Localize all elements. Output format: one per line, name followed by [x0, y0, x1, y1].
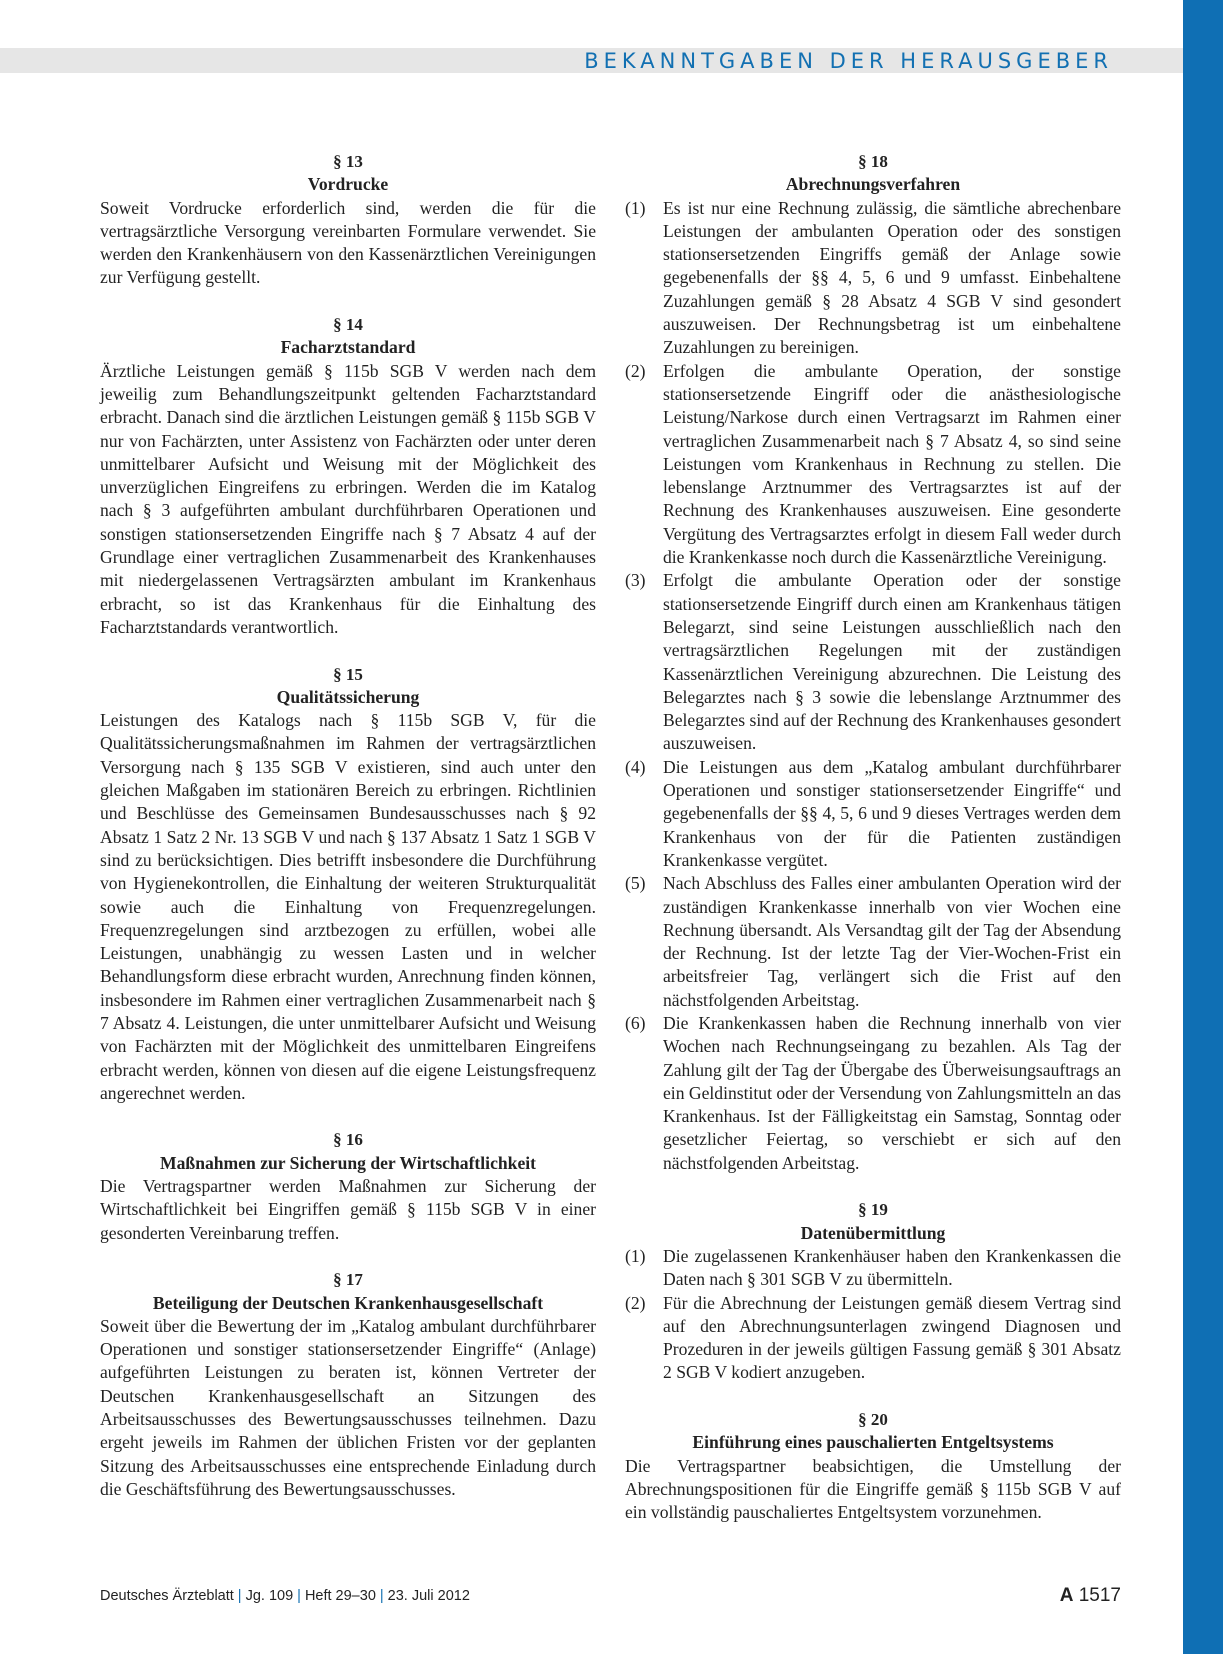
right-column — [625, 150, 1121, 1548]
section-title: Qualitätssicherung — [276, 686, 420, 707]
section-number: § 18 — [858, 152, 888, 171]
section-header-title: BEKANNTGABEN DER HERAUSGEBER — [584, 49, 1113, 73]
list-item — [625, 360, 1121, 570]
section-17 — [100, 1268, 596, 1501]
item-text: Nach Abschluss des Falles einer ambulanten Operation wird der zuständigen Krankenkasse innerhalb von vier Wochen eine Rechnung übersandt. Als Versandtag gilt der Tag der Absendung der Rechnung. Ist der letzte Tag der Vier-Wochen-Frist ein arbeitsfreier Tag, verlängert sich die Frist auf den nächstfolgenden Arbeitstag. — [663, 873, 1121, 1010]
footer-separator: | — [379, 1588, 384, 1604]
journal-name: Deutsches Ärzteblatt — [100, 1588, 234, 1604]
item-number: (1) — [625, 197, 646, 218]
section-number: § 15 — [333, 664, 363, 684]
section-number: § 13 — [333, 152, 363, 171]
section-title: Abrechnungsverfahren — [785, 174, 961, 195]
section-number: § 19 — [858, 1200, 888, 1220]
paragraph-list — [625, 197, 1121, 1175]
journal-volume: Jg. 109 — [245, 1588, 294, 1604]
item-text: Für die Abrechnung der Leistungen gemäß diesem Vertrag sind auf den Abrechnungsunterlagen zwingend Diagnosen und Prozeduren in der jeweils gültigen Fassung gemäß § 301 Absatz 2 SGB V kodiert anzugeben. — [663, 1292, 1121, 1383]
item-text: Es ist nur eine Rechnung zulässig, die sämtliche abrechenbare Leistungen der ambulanten Operation oder des sonstigen stationsersetzenden Eingriffs gemäß der Anlage sowie gegebenenfalls der §§ 4, 5, 6 und 9 umfasst. Einbehaltene Zuzahlungen gemäß § 28 Absatz 4 SGB V sind gesondert auszuweisen. Der Rechnungsbetrag ist um einbehaltene Zuzahlungen zu bereinigen. — [663, 197, 1121, 358]
section-number: § 20 — [858, 1410, 888, 1430]
section-16 — [100, 1128, 596, 1244]
footer-separator: | — [237, 1588, 242, 1604]
section-title: Facharztstandard — [280, 337, 416, 358]
item-text: Die Leistungen aus dem „Katalog ambulant durchführbarer Operationen und sonstiger stationsersetzender Eingriffe“ und gegebenenfalls der §§ 4, 5, 6 und 9 dieses Vertrages werden dem Krankenhaus von der für die Patienten zuständigen Krankenkasse vergütet. — [663, 756, 1121, 870]
item-number: (5) — [625, 873, 646, 894]
section-18 — [625, 150, 1121, 1175]
page-number-label — [1060, 1584, 1121, 1608]
page-number: 1517 — [1078, 1585, 1121, 1606]
list-item — [625, 1012, 1121, 1175]
item-number: (6) — [625, 1012, 646, 1033]
page-footer — [100, 1584, 1121, 1608]
section-text: Ärztliche Leistungen gemäß § 115b SGB V werden nach dem jeweilig zum Behandlungszeitpunkt geltenden Facharztstandard erbracht. Danach sind die ärztlichen Leistungen gemäß § 115b SGB V nur von Fachärzten, unter Assistenz von Fachärzten oder unter deren unmittelbarer Aufsicht und Weisung mit der Möglichkeit des unverzüglichen Eingreifens zu erbringen. Werden die im Katalog nach § 3 aufgeführten ambulant durchführbaren Operationen und sonstigen stationsersetzenden Eingriffe nach § 7 Absatz 4 auf der Grundlage einer vertraglichen Zusammenarbeit des Krankenhauses mit niedergelassenen Vertragsärzten ambulant im Krankenhaus erbracht, so ist das Krankenhaus für die Einhaltung des Facharztstandards verantwortlich. — [100, 360, 596, 637]
item-number: (4) — [625, 756, 646, 777]
section-title: Maßnahmen zur Sicherung der Wirtschaftlichkeit — [160, 1152, 536, 1173]
item-text: Die zugelassenen Krankenhäuser haben den Krankenkassen die Daten nach § 301 SGB V zu übermitteln. — [663, 1245, 1121, 1290]
section-14 — [100, 313, 596, 639]
section-15 — [100, 663, 596, 1106]
section-text: Soweit über die Bewertung der im „Katalog ambulant durchführbarer Operationen und sonstiger stationsersetzender Eingriffe“ (Anlage) aufgeführten Leistungen zu beraten ist, können Vertreter der Deutschen Krankenhausgesellschaft an Sitzungen des Arbeitsausschusses des Bewertungsausschusses teilnehmen. Dazu ergeht jeweils im Rahmen der üblichen Fristen vor der geplanten Sitzung des Arbeitsausschusses eine entsprechende Einladung durch die Geschäftsführung des Bewertungsausschusses. — [100, 1315, 596, 1499]
section-title: Einführung eines pauschalierten Entgeltsystems — [692, 1432, 1054, 1453]
list-item — [625, 1292, 1121, 1385]
item-number: (3) — [625, 570, 646, 591]
section-number: § 16 — [333, 1130, 363, 1150]
item-number: (1) — [625, 1245, 646, 1266]
list-item — [625, 197, 1121, 360]
section-text: Die Vertragspartner werden Maßnahmen zur Sicherung der Wirtschaftlichkeit bei Eingriffen gemäß § 115b SGB V in einer gesonderten Vereinbarung treffen. — [100, 1176, 596, 1243]
item-text: Erfolgen die ambulante Operation, der sonstige stationsersetzende Eingriff oder die anästhesiologische Leistung/Narkose durch einen Vertragsarzt im Rahmen einer vertraglichen Zusammenarbeit nach § 7 Absatz 4, so sind seine Leistungen vom Krankenhaus in Rechnung zu stellen. Die lebenslange Arztnummer des Vertragsarztes ist auf der Rechnung des Krankenhauses auszuweisen. Eine gesonderte Vergütung des Vertragsarztes erfolgt in diesem Fall weder durch die Krankenkasse noch durch die Kassenärztliche Vereinigung. — [663, 360, 1121, 568]
section-number: § 17 — [333, 1270, 363, 1290]
list-item — [625, 569, 1121, 755]
section-title: Vordrucke — [307, 174, 389, 195]
section-text: Die Vertragspartner beabsichtigen, die Umstellung der Abrechnungspositionen für die Eingriffe gemäß § 115b SGB V auf ein vollständig pauschaliertes Entgeltsystem vorzunehmen. — [625, 1455, 1121, 1523]
section-title: Beteiligung der Deutschen Krankenhausgesellschaft — [152, 1292, 544, 1313]
paragraph-list — [625, 1245, 1121, 1385]
left-column — [100, 150, 596, 1525]
footer-separator: | — [297, 1588, 301, 1604]
page-prefix: A — [1059, 1585, 1074, 1606]
list-item — [625, 756, 1121, 872]
section-19 — [625, 1198, 1121, 1384]
section-title: Datenübermittlung — [800, 1222, 946, 1243]
section-20 — [625, 1408, 1121, 1524]
section-number: § 14 — [333, 315, 363, 335]
journal-issue: Heft 29–30 — [304, 1588, 376, 1604]
issue-date: 23. Juli 2012 — [387, 1588, 470, 1604]
item-text: Die Krankenkassen haben die Rechnung innerhalb von vier Wochen nach Rechnungseingang zu bezahlen. Als Tag der Zahlung gilt der Tag der Übergabe des Überweisungsauftrags an ein Geldinstitut oder der Versendung von Zahlungsmitteln an das Krankenhaus. Ist der Fälligkeitstag ein Samstag, Sonntag oder gesetzlicher Feiertag, so verschiebt er sich auf den nächstfolgenden Arbeitstag. — [663, 1012, 1122, 1173]
side-color-bar — [1183, 0, 1223, 1654]
list-item — [625, 1245, 1121, 1292]
section-text: Leistungen des Katalogs nach § 115b SGB V, für die Qualitätssicherungsmaßnahmen im Rahmen der vertragsärztlichen Versorgung nach § 135 SGB V existieren, sind auch unter den gleichen Maßgaben im stationären Bereich zu erbringen. Richtlinien und Beschlüsse des Gemeinsamen Bundesausschusses nach § 92 Absatz 1 Satz 2 Nr. 13 SGB V und nach § 137 Absatz 1 Satz 1 SGB V sind zu berücksichtigen. Dies betrifft insbesondere die Durchführung von Hygienekontrollen, die Einhaltung der weiteren Strukturqualität sowie auch die Einhaltung von Frequenzregelungen. Frequenzregelungen sind arztbezogen zu erfüllen, wobei alle Leistungen, unabhängig zu wessen Lasten und in welcher Behandlungsform diese erbracht wurden, Anrechnung finden können, insbesondere im Rahmen einer vertraglichen Zusammenarbeit nach § 7 Absatz 4. Leistungen, die unter unmittelbarer Aufsicht und Weisung von Fachärzten mit der Möglichkeit des unmittelbaren Eingreifens erbracht werden, können von diesen auf die eigene Leistungsfrequenz angerechnet werden. — [100, 710, 596, 1103]
section-13 — [100, 150, 596, 290]
section-text: Soweit Vordrucke erforderlich sind, werden die für die vertragsärztliche Versorgung vereinbarten Formulare verwendet. Sie werden den Krankenhäusern von den Kassenärztlichen Vereinigungen zur Verfügung gestellt. — [100, 197, 596, 288]
item-text: Erfolgt die ambulante Operation oder der sonstige stationsersetzende Eingriff durch einen am Krankenhaus tätigen Belegarzt, sind seine Leistungen ausschließlich nach den vertragsärztlichen Regelungen mit der zuständigen Kassenärztlichen Vereinigung abzurechnen. Die Leistung des Belegarztes nach § 3 sowie die lebenslange Arztnummer des Belegarztes sind auf der Rechnung des Krankenhauses gesondert auszuweisen. — [663, 570, 1121, 754]
item-number: (2) — [625, 360, 646, 381]
list-item — [625, 872, 1121, 1012]
item-number: (2) — [625, 1292, 646, 1313]
